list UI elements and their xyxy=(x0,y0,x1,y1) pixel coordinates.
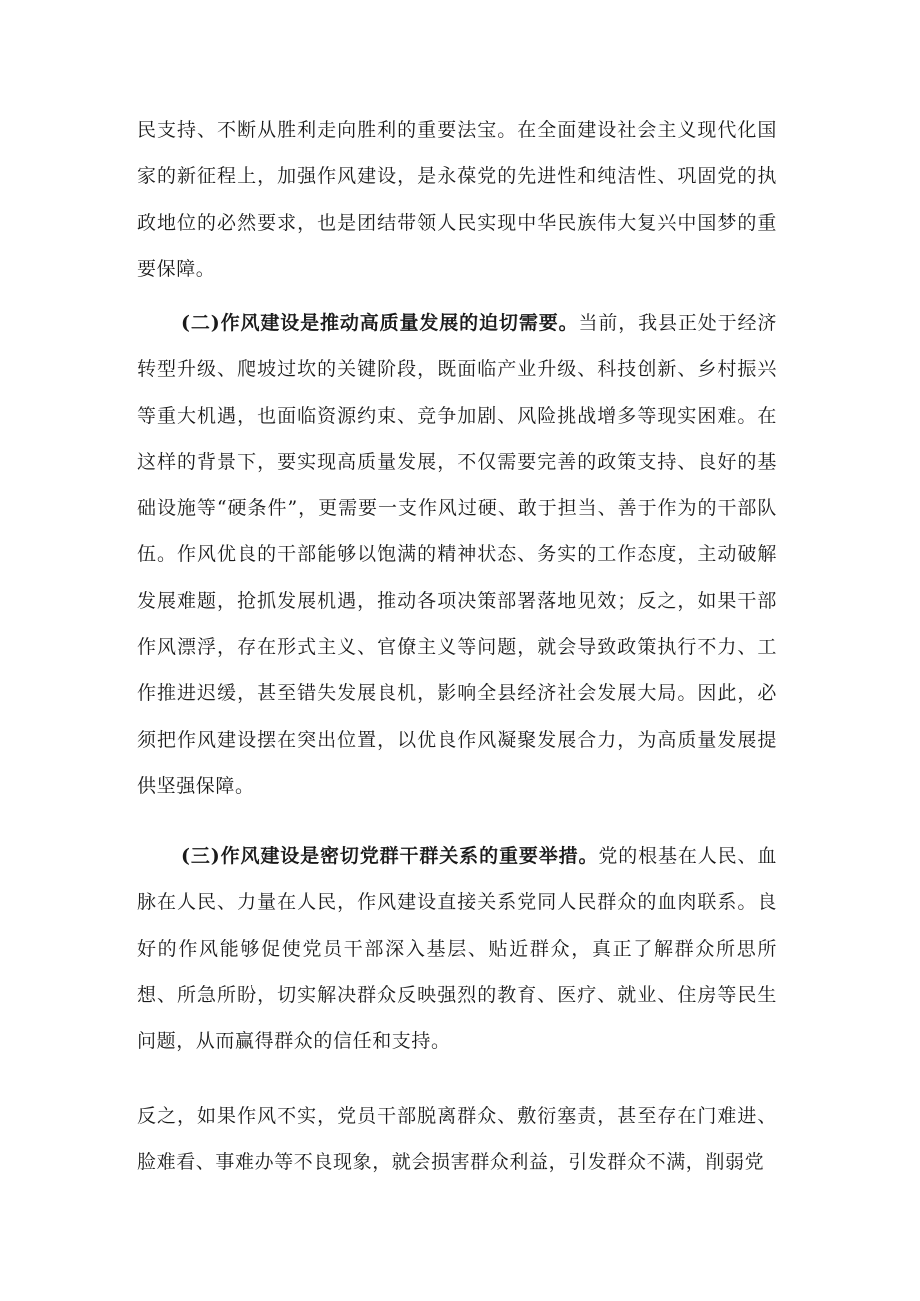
paragraph-4 xyxy=(137,1093,777,1186)
paragraph-3 xyxy=(137,833,777,1064)
paragraph-1-body: 民支持、不断从胜利走向胜利的重要法宝。在全面建设社会主义现代化国家的新征程上，加强作风建设，是永葆党的先进性和纯洁性、巩固党的执政地位的必然要求，也是团结带领人民实现中华民族伟大复兴中国梦的重要保障。 xyxy=(137,119,777,280)
paragraph-2 xyxy=(137,300,777,809)
paragraph-3-text xyxy=(137,833,777,1064)
paragraph-2-body: 当前，我县正处于经济转型升级、爬坡过坎的关键阶段，既面临产业升级、科技创新、乡村振兴等重大机遇，也面临资源约束、竞争加剧、风险挑战增多等现实困难。在这样的背景下，要实现高质量发展，不仅需要完善的政策支持、良好的基础设施等“硬条件”，更需要一支作风过硬、敢于担当、善于作为的干部队伍。作风优良的干部能够以饱满的精神状态、务实的工作态度，主动破解发展难题，抢抓发展机遇，推动各项决策部署落地见效；反之，如果干部作风漂浮，存在形式主义、官僚主义等问题，就会导致政策执行不力、工作推进迟缓，甚至错失发展良机，影响全县经济社会发展大局。因此，必须把作风建设摆在突出位置，以优良作风凝聚发展合力，为高质量发展提供坚强保障。 xyxy=(137,312,777,797)
paragraph-1 xyxy=(137,107,777,292)
paragraph-3-body: 党的根基在人民、血脉在人民、力量在人民，作风建设直接关系党同人民群众的血肉联系。良好的作风能够促使党员干部深入基层、贴近群众，真正了解群众所思所想、所急所盼，切实解决群众反映强烈的教育、医疗、就业、住房等民生问题，从而赢得群众的信任和支持。 xyxy=(137,845,778,1053)
paragraph-4-body: 反之，如果作风不实，党员干部脱离群众、敷衍塞责，甚至存在门难进、脸难看、事难办等不良现象，就会损害群众利益，引发群众不满，削弱党 xyxy=(137,1105,777,1174)
paragraph-3-heading: (三)作风建设是密切党群干群关系的重要举措。 xyxy=(181,845,599,867)
paragraph-2-heading: (二)作风建设是推动高质量发展的迫切需要。 xyxy=(181,312,579,334)
paragraph-2-text xyxy=(137,300,777,809)
